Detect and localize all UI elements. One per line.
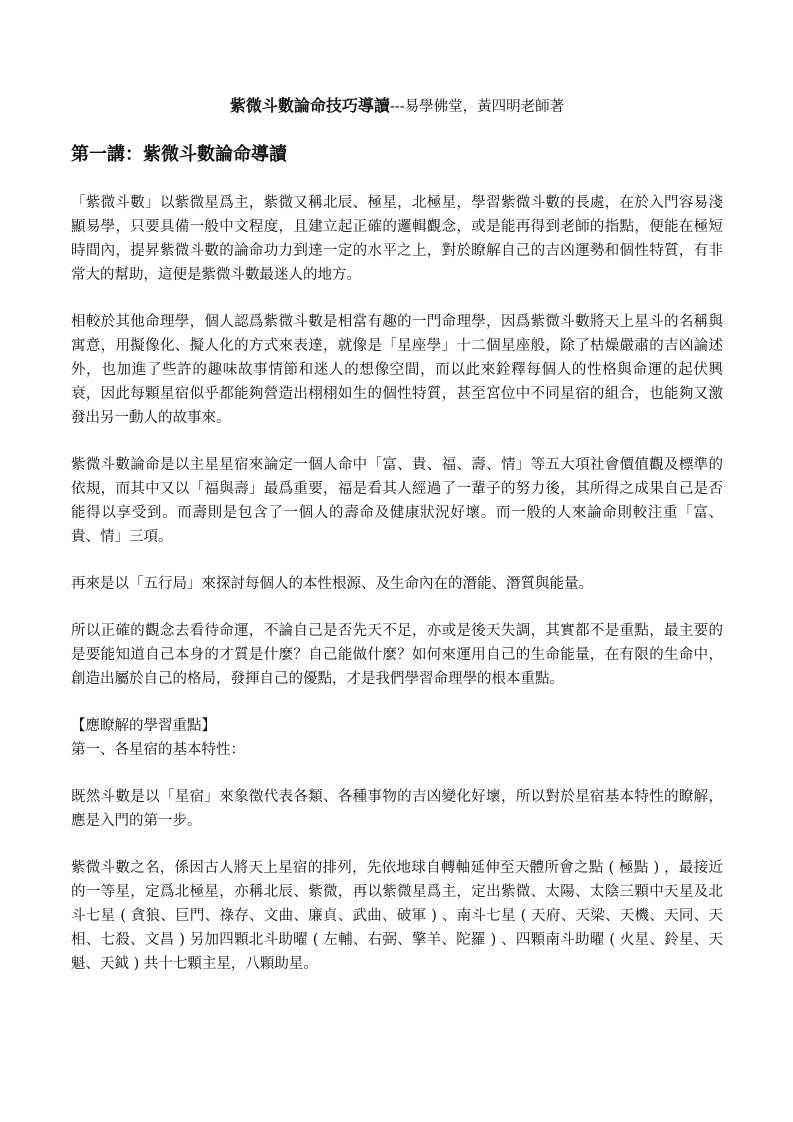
learning-point-item: 第一、各星宿的基本特性：: [71, 742, 245, 758]
document-title-main: 紫微斗數論命技巧導讀: [229, 96, 390, 115]
section-heading: 第一講：紫微斗數論命導讀: [71, 144, 287, 165]
document-title: [71, 96, 723, 117]
document-title-author: ---易學佛堂，黃四明老師著: [389, 99, 565, 115]
paragraph-star-basics: 既然斗數是以「星宿」來象徵代表各類、各種事物的吉凶變化好壞，所以對於星宿基本特性的瞭解，應是入門的第一步。: [71, 789, 723, 829]
paragraph-five-values: 紫微斗數論命是以主星星宿來論定一個人命中「富、貴、福、壽、情」等五大項社會價值觀及標準的依規，而其中又以「福與壽」最爲重要，福是看其人經過了一輩子的努力後，其所得之成果自己是否能得以享受到。而壽則是包含了一個人的壽命及健康狀況好壞。而一般的人來論命則較注重「富、貴、情」三項。: [71, 457, 723, 545]
learning-points-block: [71, 714, 723, 762]
paragraph-intro: 「紫微斗數」以紫微星爲主，紫微又稱北辰、極星，北極星，學習紫微斗數的長處，在於入門容易淺顯易學，只要具備一般中文程度，且建立起正確的邏輯觀念，或是能再得到老師的指點，便能在極短時間內，提昇紫微斗數的論命功力到達一定的水平之上，對於瞭解自己的吉凶運勢和個性特質，有非常大的幫助，這便是紫微斗數最迷人的地方。: [71, 195, 723, 283]
paragraph-correct-view: 所以正確的觀念去看待命運，不論自己是否先天不足，亦或是後天失調，其實都不是重點，最主要的是要能知道自己本身的才質是什麼？自己能做什麼？如何來運用自己的生命能量，在有限的生命中，創造出屬於自己的格局，發揮自己的優點，才是我們學習命理學的根本重點。: [71, 623, 723, 687]
paragraph-star-list: 紫微斗數之名，係因古人將天上星宿的排列，先依地球自轉軸延伸至天體所會之點 ( 極點 ) ，最接近的一等星，定爲北極星，亦稱北辰、紫微，再以紫微星爲主，定出紫微、太陽、太陰三顆中天星及北斗七星 ( 貪狼、巨門、祿存、文曲、廉貞、武曲、破軍 ) 、南斗七星 ( 天府、天梁、天機、天同、天相、七殺、文昌 ) 另加四顆北斗助曜 ( 左輔、右弼、擎羊、陀羅 ) 、四顆南斗助曜 ( 火星、鈴星、天魁、天鉞 ) 共十七顆主星，八顆助星。: [71, 860, 723, 972]
paragraph-five-elements: 再來是以「五行局」來探討每個人的本性根源、及生命內在的潛能、潛質與能量。: [71, 576, 593, 592]
learning-points-heading: 【應瞭解的學習重點】: [71, 718, 216, 734]
document-page: [71, 96, 723, 999]
paragraph-comparison: 相較於其他命理學，個人認爲紫微斗數是相當有趣的一門命理學，因爲紫微斗數將天上星斗的名稱與寓意，用擬像化、擬人化的方式來表達，就像是「星座學」十二個星座般，除了枯燥嚴肅的吉凶論述外，也加進了些許的趣味故事情節和迷人的想像空間，而以此來銓釋每個人的性格與命運的起伏興衰，因此每顆星宿似乎都能夠營造出栩栩如生的個性特質，甚至宮位中不同星宿的組合，也能夠又激發出另一動人的故事來。: [71, 314, 723, 426]
